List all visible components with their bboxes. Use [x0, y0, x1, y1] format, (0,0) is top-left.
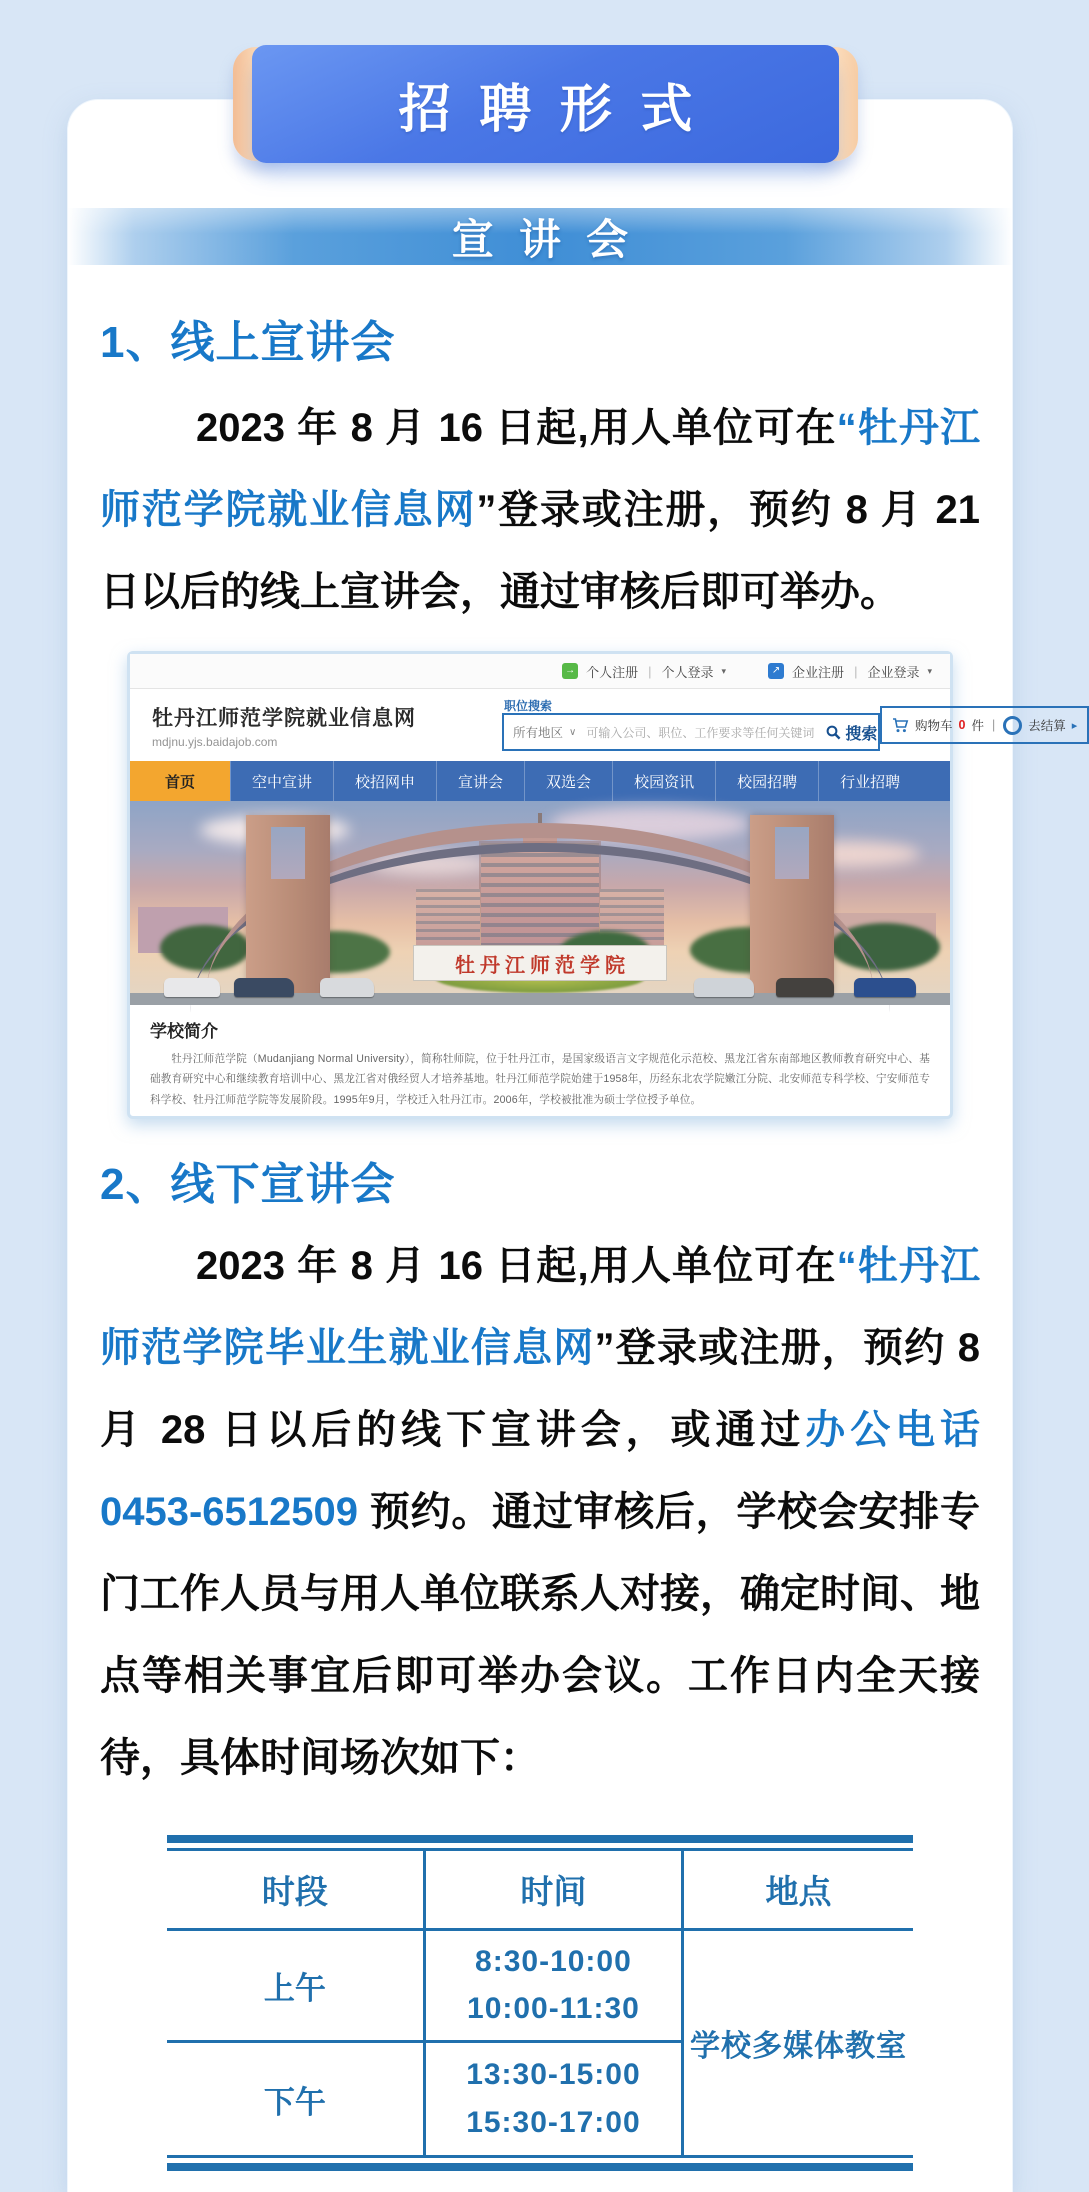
personal-register-icon: →: [562, 663, 578, 679]
chevron-down-icon[interactable]: ▾: [721, 665, 727, 676]
campus-photo: [130, 801, 950, 1005]
col-header-time: 时间: [426, 1851, 684, 1931]
site-utility-bar: [130, 654, 950, 689]
job-search-input[interactable]: 可输入公司、职位、工作要求等任何关键词: [586, 725, 815, 740]
nav-item-home[interactable]: 首页: [130, 761, 230, 801]
personal-login-link[interactable]: 个人登录: [661, 664, 714, 680]
job-search-box: [502, 713, 880, 751]
company-register-icon: ↗: [768, 663, 784, 679]
job-search-label: 职位搜索: [504, 699, 553, 713]
s1-site-link[interactable]: 牡丹江师范学院就业信息网: [100, 406, 981, 532]
pillar-opening: [271, 827, 305, 879]
site-logo: [152, 702, 416, 749]
col-header-location: 地点: [684, 1851, 913, 1931]
table-row: 上午: [167, 1931, 426, 2043]
s2-site-link[interactable]: 牡丹江师范学院毕业生就业信息网: [100, 1244, 981, 1370]
content-card: [68, 80, 1078, 2192]
search-button[interactable]: [820, 721, 889, 744]
arrow-right-icon: ▸: [1071, 719, 1078, 732]
cart-box[interactable]: [880, 706, 1089, 744]
banner-title: 招聘形式: [398, 80, 721, 139]
nav-item-campus-news[interactable]: 校园资讯: [612, 761, 715, 801]
section1-paragraph: [100, 387, 980, 633]
col-header-period: 时段: [167, 1851, 426, 1931]
search-icon: [826, 725, 841, 740]
time-slot: 15:30-17:00: [466, 2106, 641, 2140]
search-button-label: 搜索: [845, 725, 878, 743]
nav-item-industry-recruit[interactable]: 行业招聘: [818, 761, 921, 801]
school-intro-title: 学校简介: [150, 1022, 218, 1041]
section2-heading: 2、线下宣讲会: [100, 1160, 396, 1209]
page-banner: [233, 45, 858, 163]
company-register-link[interactable]: 企业注册: [792, 664, 845, 680]
cart-divider: |: [991, 718, 996, 732]
car: [776, 978, 834, 997]
s1-text-post: 登录或注册，预约 8 月 21 日以后的线上宣讲会，通过审核后即可举办。: [100, 488, 981, 614]
site-nav: [130, 761, 950, 801]
s2-text-post: 预约。通过审核后，学校会安排专门工作人员与用人单位联系人对接，确定时间、地点等相关事宜后即可举办会议。工作日内全天接待，具体时间场次如下：: [100, 1490, 980, 1780]
time-slot: 13:30-15:00: [466, 2057, 641, 2091]
personal-register-link[interactable]: 个人注册: [586, 664, 639, 680]
section2-paragraph: [100, 1225, 980, 1799]
site-url: mdjnu.yjs.baidajob.com: [152, 734, 278, 749]
s2-quote-close: ”: [594, 1326, 615, 1370]
s2-phone-link[interactable]: 办公电话 0453-6512509: [100, 1408, 981, 1534]
gate-pillar-right: [750, 815, 834, 995]
nav-item-air-presentation[interactable]: 空中宣讲: [230, 761, 333, 801]
s2-quote-open: “: [836, 1244, 857, 1288]
school-intro-text: 牡丹江师范学院（Mudanjiang Normal University），简称牡师院，位于牡丹江市，是国家级语言文字规范化示范校、黑龙江省东南部地区教师教育研究中心、基础教育研究中心和继续教育培训中心、黑龙江省对俄经贸人才培养基地。牡丹江师范学院始建于1958年，历经东北农学院嫩江分院、北安师范专科学校、宁安师范专科学校、牡丹江师范学院等发展阶段。1995年9月，学校迁入牡丹江市。2006年，学校被批准为硕士学位授予单位。: [150, 1053, 930, 1106]
s2-text-mid: 登录或注册，预约 8 月 28 日以后的线下宣讲会，或通过: [100, 1326, 980, 1452]
sub-banner-title: 宣讲会: [451, 215, 654, 263]
cart-icon: [892, 718, 909, 733]
region-caret-icon[interactable]: ∨: [569, 726, 577, 738]
cart-unit: 件: [971, 719, 984, 733]
table-bottom-rule: [167, 2163, 913, 2171]
cart-count: 0: [958, 718, 966, 732]
schedule-table: [167, 1835, 913, 2171]
university-gate-sign: 牡丹江师范学院: [413, 945, 667, 981]
nav-item-job-fair[interactable]: 双选会: [524, 761, 612, 801]
section1-heading: 1、线上宣讲会: [100, 318, 396, 367]
time-slot: 8:30-10:00: [475, 1944, 632, 1978]
car: [320, 978, 374, 997]
car: [694, 978, 754, 997]
site-title: 牡丹江师范学院就业信息网: [152, 706, 416, 730]
checkout-link[interactable]: 去结算: [1028, 719, 1066, 733]
topbar-divider2: |: [854, 663, 858, 679]
schedule-grid: [167, 1851, 913, 2155]
sub-banner: [68, 208, 1012, 265]
checkout-icon: [1003, 716, 1022, 735]
gate-pillar-left: [246, 815, 330, 995]
job-search-area: [502, 699, 880, 751]
car: [234, 978, 294, 997]
s2-text-pre: 2023 年 8 月 16 日起,用人单位可在: [196, 1244, 837, 1288]
nav-item-campus-apply[interactable]: 校招网申: [333, 761, 436, 801]
s1-quote-close: ”: [476, 488, 497, 532]
company-login-link[interactable]: 企业登录: [867, 664, 920, 680]
nav-item-info-session[interactable]: 宣讲会: [436, 761, 524, 801]
table-row: [426, 1931, 684, 2043]
time-slot: 10:00-11:30: [467, 1992, 640, 2026]
table-row: [426, 2043, 684, 2155]
table-top-rule: [167, 1835, 913, 1843]
topbar-divider: |: [648, 663, 652, 679]
cart-label: 购物车: [915, 719, 953, 733]
site-header: [130, 689, 1078, 761]
website-screenshot: [127, 651, 1078, 1119]
s1-quote-open: “: [836, 406, 857, 450]
car: [854, 978, 916, 997]
car: [164, 978, 220, 997]
s1-text-pre: 2023 年 8 月 16 日起,用人单位可在: [196, 406, 837, 450]
chevron-down-icon[interactable]: ▾: [927, 665, 932, 676]
nav-item-campus-recruit[interactable]: 校园招聘: [715, 761, 818, 801]
region-dropdown[interactable]: 所有地区: [513, 726, 564, 740]
location-cell: 学校多媒体教室: [689, 2030, 907, 2063]
table-row: 下午: [167, 2043, 426, 2155]
pillar-opening: [775, 827, 809, 879]
banner-pill: [252, 45, 839, 163]
